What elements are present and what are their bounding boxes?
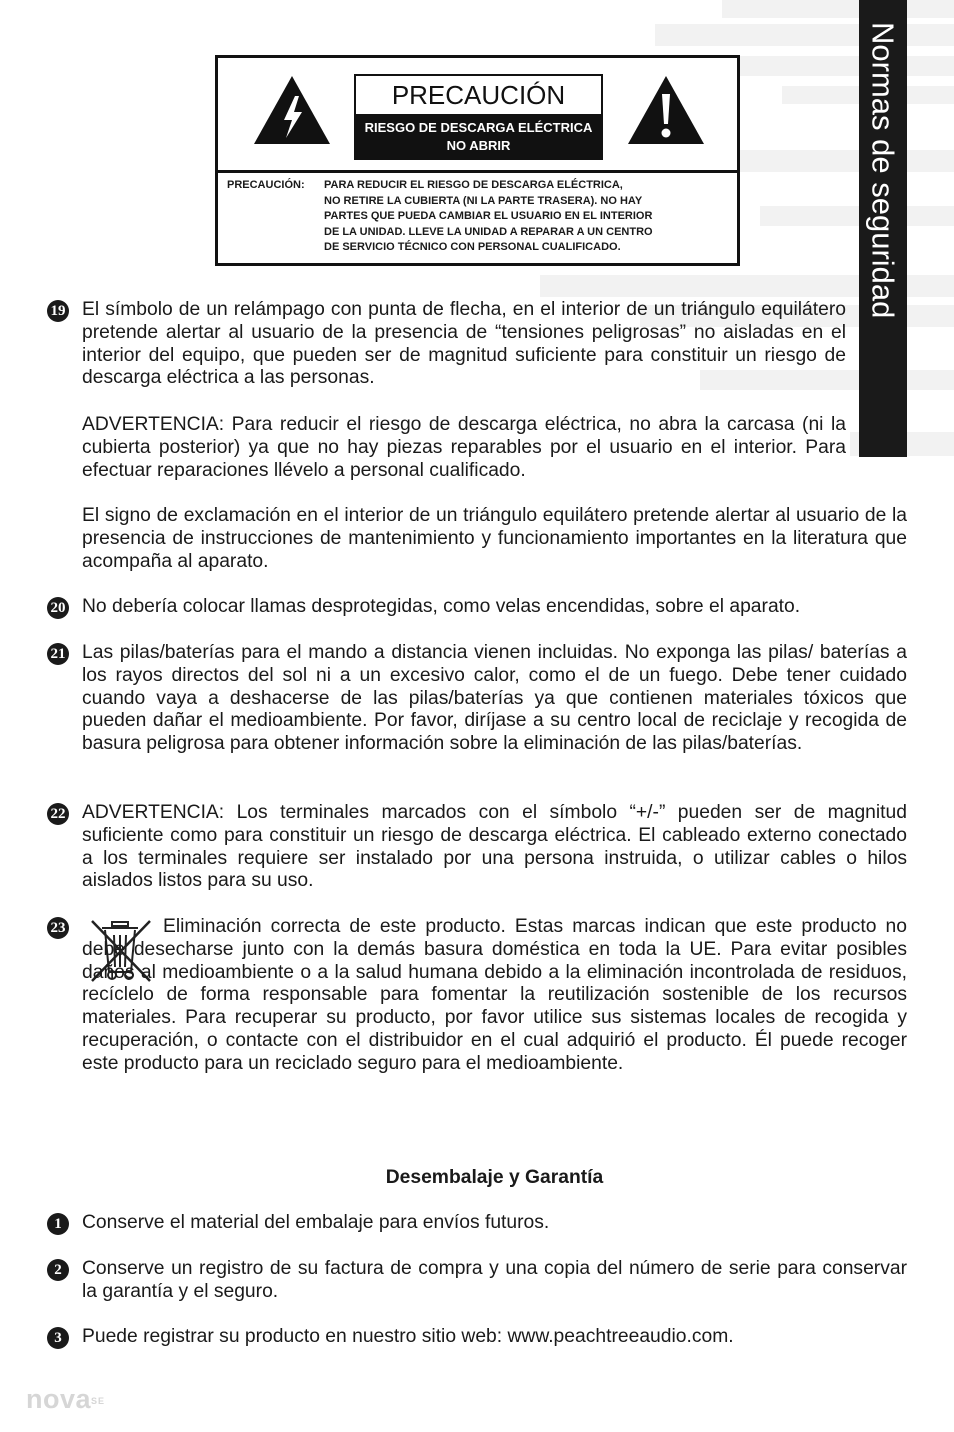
item-number-badge: 20: [47, 597, 69, 619]
item-number-badge: 2: [47, 1259, 69, 1281]
item-19-paragraph-1: El símbolo de un relámpago con punta de flecha, en el interior de un triángulo equilátero pretende alertar al usuario de la presencia de “tensiones peligrosas” no aisladas en el interior del equipo, que pueden ser de magnitud suficiente para constituir un riesgo de descarga eléctrica a las personas.: [82, 299, 846, 389]
brand-name: nova: [26, 1384, 92, 1414]
item-number-badge: 3: [47, 1327, 69, 1349]
item-19-paragraph-2: ADVERTENCIA: Para reducir el riesgo de descarga eléctrica, no abra la carcasa (ni la cubierta posterior) ya que no hay piezas reparables por el usuario en el interior. Para efectuar reparaciones llévelo a personal cualificado.: [82, 414, 846, 481]
item-number-badge: 23: [47, 917, 69, 939]
caution-header: [218, 58, 737, 173]
unpacking-item-2-text: Conserve un registro de su factura de compra y una copia del número de serie para conservar la garantía y el seguro.: [82, 1258, 907, 1302]
unpacking-item-3-text: Puede registrar su producto en nuestro sitio web: www.peachtreeaudio.com.: [82, 1326, 734, 1347]
caution-label-box: [215, 55, 740, 266]
caution-subtitle: [356, 114, 601, 158]
item-19-paragraph-3: El signo de exclamación en el interior de un triángulo equilátero pretende alertar al usuario de la presencia de instrucciones de mantenimiento y funcionamiento importantes en la literatura que acompaña al aparato.: [82, 505, 907, 572]
section-title-vertical: Normas de seguridad: [865, 22, 901, 319]
item-21-text: Las pilas/baterías para el mando a distancia vienen incluidas. No exponga las pilas/ baterías a los rayos directos del sol ni a un excesivo calor, como el de un fuego. Debe tener cuidado cuando vaya a deshacerse de las pilas/baterías ya que contienen materiales tóxicos que pueden dañar el medioambiente. Por favor, diríjase a su centro local de reciclaje y recogida de basura peligrosa para obtener información sobre la eliminación de las pilas/baterías.: [82, 642, 907, 755]
decorative-stripe: [760, 206, 954, 226]
decorative-stripe: [655, 24, 954, 46]
item-number-badge: 22: [47, 803, 69, 825]
decorative-stripe: [740, 150, 954, 172]
brand-suffix: SE: [91, 1396, 106, 1406]
caution-title-box: [354, 74, 603, 160]
decorative-stripe: [722, 0, 954, 18]
exclamation-warning-icon: [626, 74, 706, 146]
decorative-stripe: [738, 56, 954, 76]
item-number-badge: 21: [47, 643, 69, 665]
item-number-badge: 1: [47, 1213, 69, 1235]
caution-note-text: PARA REDUCIR EL RIESGO DE DESCARGA ELÉCTRICA, NO RETIRE LA CUBIERTA (NI LA PARTE TRASERA). NO HAY PARTES QUE PUEDA CAMBIAR EL USUARIO EN EL INTERIOR DE LA UNIDAD. LLEVE LA UNIDAD A REPARAR A UN CENTRO DE SERVICIO TÉCNICO CON PERSONAL CUALIFICADO.: [324, 179, 653, 253]
item-20-text: No debería colocar llamas desprotegidas, como velas encendidas, sobre el aparato.: [82, 596, 801, 617]
item-23-text: Eliminación correcta de este producto. Estas marcas indican que este producto no debe desecharse junto con la demás basura doméstica en toda la UE. Para evitar posibles daños al medioambiente o a la salud humana debido a la eliminación incontrolada de residuos, recíclelo de forma responsable para fomentar la reutilización sostenible de los recursos materiales. Para recuperar su producto, por favor utilice sus sistemas locales de recogida y recuperación, o contacte con el distribuidor en el cual adquirió el producto. Él puede recoger este producto para un reciclado seguro para el medioambiente.: [82, 916, 907, 1074]
caution-note-label: PRECAUCIÓN:: [227, 179, 305, 191]
unpacking-heading: Desembalaje y Garantía: [385, 1167, 604, 1188]
caution-subtitle-line: NO ABRIR: [446, 138, 511, 153]
unpacking-item-1-text: Conserve el material del embalaje para envíos futuros.: [82, 1212, 550, 1233]
caution-divider: [218, 170, 737, 173]
caution-subtitle-line: RIESGO DE DESCARGA ELÉCTRICA: [364, 120, 593, 135]
item-number-badge: 19: [47, 300, 69, 322]
brand-logo: [26, 1384, 105, 1414]
caution-title: PRECAUCIÓN: [391, 80, 566, 110]
item-22-text: ADVERTENCIA: Los terminales marcados con el símbolo “+/-” pueden ser de magnitud suficiente como para constituir un riesgo de descarga eléctrica. El cableado externo conectado a los terminales requiere ser instalado por una persona instruida, o utilizar cables o hilos aislados listos para su uso.: [82, 802, 907, 892]
lightning-warning-icon: [252, 74, 332, 146]
